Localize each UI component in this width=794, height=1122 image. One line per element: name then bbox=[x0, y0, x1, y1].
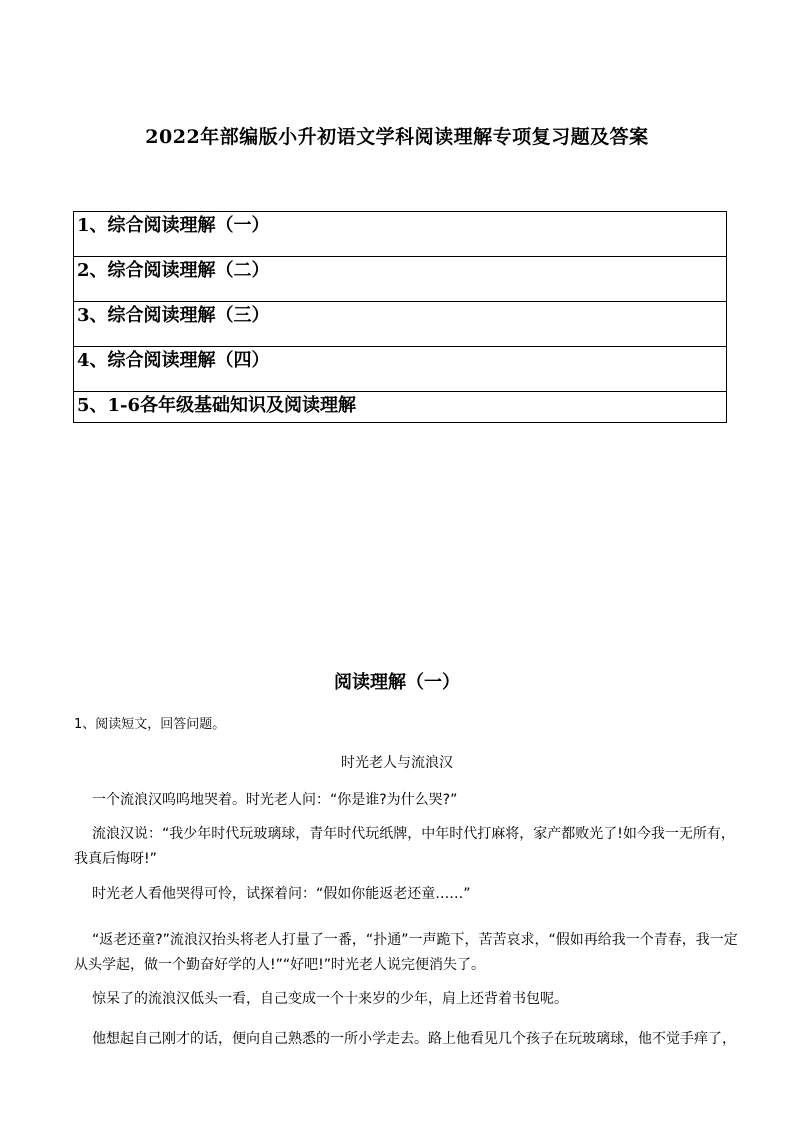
story-paragraph: 时光老人看他哭得可怜，试探着问：“假如你能返老还童……” bbox=[92, 886, 471, 902]
story-paragraph: 流浪汉说：“我少年时代玩玻璃球，青年时代玩纸牌，中年时代打麻将，家产都败光了!如今我一无所有，我真后悔呀!” bbox=[74, 826, 735, 867]
story-paragraph: “返老还童?”流浪汉抬头将老人打量了一番，“扑通”一声跪下，苦苦哀求，“假如再给我一个青春，我一定从头学起，做一个勤奋好学的人!”“好吧!”时光老人说完便消失了。 bbox=[74, 932, 738, 973]
toc-item: 5、1-6各年级基础知识及阅读理解 bbox=[74, 392, 727, 423]
toc-item: 4、综合阅读理解（四） bbox=[74, 347, 727, 392]
question-label: 1、阅读短文，回答问题。 bbox=[74, 717, 226, 732]
table-of-contents bbox=[73, 211, 727, 423]
toc-item: 1、综合阅读理解（一） bbox=[74, 212, 727, 257]
toc-row bbox=[74, 347, 727, 392]
story-paragraph: 一个流浪汉呜呜地哭着。时光老人问：“你是谁?为什么哭?” bbox=[92, 792, 458, 808]
section-title: 阅读理解（一） bbox=[334, 672, 460, 693]
toc-row bbox=[74, 257, 727, 302]
document-title: 2022年部编版小升初语文学科阅读理解专项复习题及答案 bbox=[145, 126, 649, 148]
toc-item: 2、综合阅读理解（二） bbox=[74, 257, 727, 302]
toc-item: 3、综合阅读理解（三） bbox=[74, 302, 727, 347]
story-title: 时光老人与流浪汉 bbox=[341, 755, 453, 771]
toc-row bbox=[74, 212, 727, 257]
toc-row bbox=[74, 392, 727, 423]
story-paragraph: 他想起自己刚才的话，便向自己熟悉的一所小学走去。路上他看见几个孩子在玩玻璃球，他不觉手痒了， bbox=[92, 1031, 736, 1047]
toc-row bbox=[74, 302, 727, 347]
story-paragraph: 惊呆了的流浪汉低头一看，自己变成一个十来岁的少年，肩上还背着书包呢。 bbox=[92, 991, 568, 1007]
